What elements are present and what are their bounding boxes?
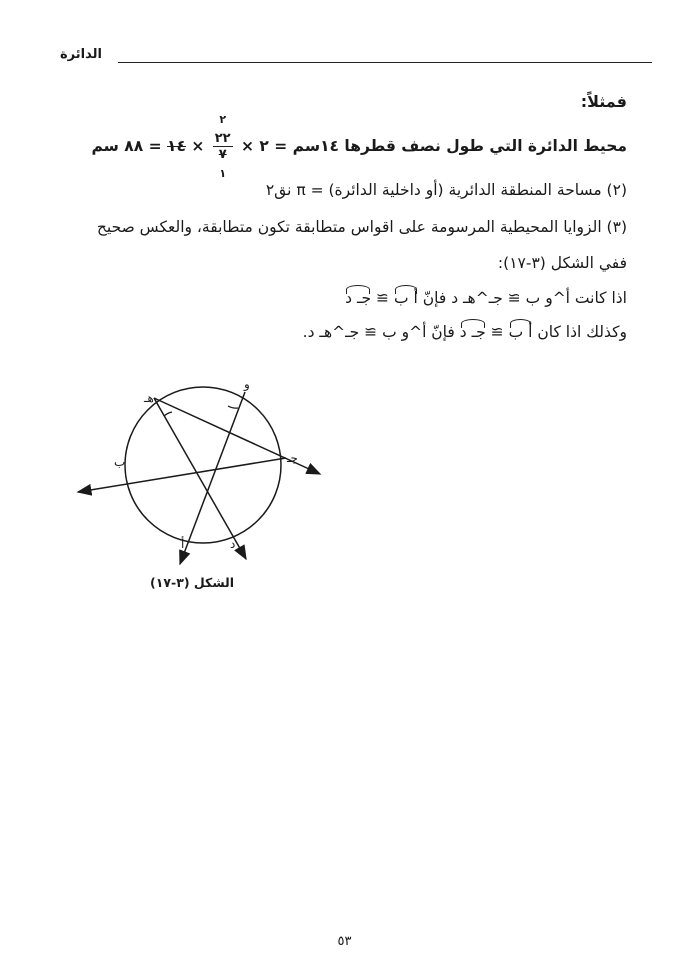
circumference-text: محيط الدائرة التي طول نصف قطرها ١٤سم = ٢ × [241,137,627,155]
condition-line-2: وكذلك اذا كان أ ب ≅ جـ د فإنّ أ^و ب ≅ جـ^هـ د. [302,323,627,341]
fraction-denominator [213,147,233,180]
circumference-example [91,113,628,180]
header-rule [118,62,652,63]
condition-line-1: اذا كانت أ^و ب ≅ جـ^هـ د فإنّ أ ب ≅ جـ د [345,289,627,307]
example-label: فمثلاً: [580,92,627,111]
cancel-bottom-1: ١ [219,167,227,180]
cancel-22: ٢ ٢٢ [214,113,231,146]
arc-ab: أ ب [393,289,418,307]
circle-figure [70,370,340,570]
figure-caption: الشكل (٣-١٧) [150,575,235,590]
line-j-to-b [78,458,286,492]
times-sign: × [191,137,205,155]
arc-ab: أ ب [508,323,533,341]
circle [125,387,281,543]
page-number: ٥٣ [337,934,352,949]
arc-jd: جـ د [345,289,372,307]
running-header-title: الدائرة [60,47,102,62]
arc-jd: جـ د [459,323,486,341]
cancelled-14: ١٤ [167,137,186,155]
angle-mark-h [164,412,172,416]
fraction-22-over-7 [213,113,233,180]
area-formula-line: (٢) مساحة المنطقة الدائرية (أو داخلية الدائرة) = π نق٢ [265,181,627,199]
label-h: هـ [144,391,154,405]
label-j: جـ [287,451,298,465]
label-a: أ [181,537,185,551]
cancel-top-2: ٢ [219,113,227,126]
fraction-numerator [213,113,233,147]
label-w: و [244,377,250,391]
cancel-7: ٧ ١ [218,147,227,180]
result-text: = ٨٨ سم [91,137,162,155]
inscribed-angles-line: (٣) الزوايا المحيطية المرسومة على اقواس متطابقة تكون متطابقة، والعكس صحيح [96,218,627,236]
angle-mark-w [228,406,238,408]
label-b: ب [114,455,126,469]
figure-reference-line: ففي الشكل (٣-١٧): [497,254,627,272]
label-d: د [230,537,236,551]
